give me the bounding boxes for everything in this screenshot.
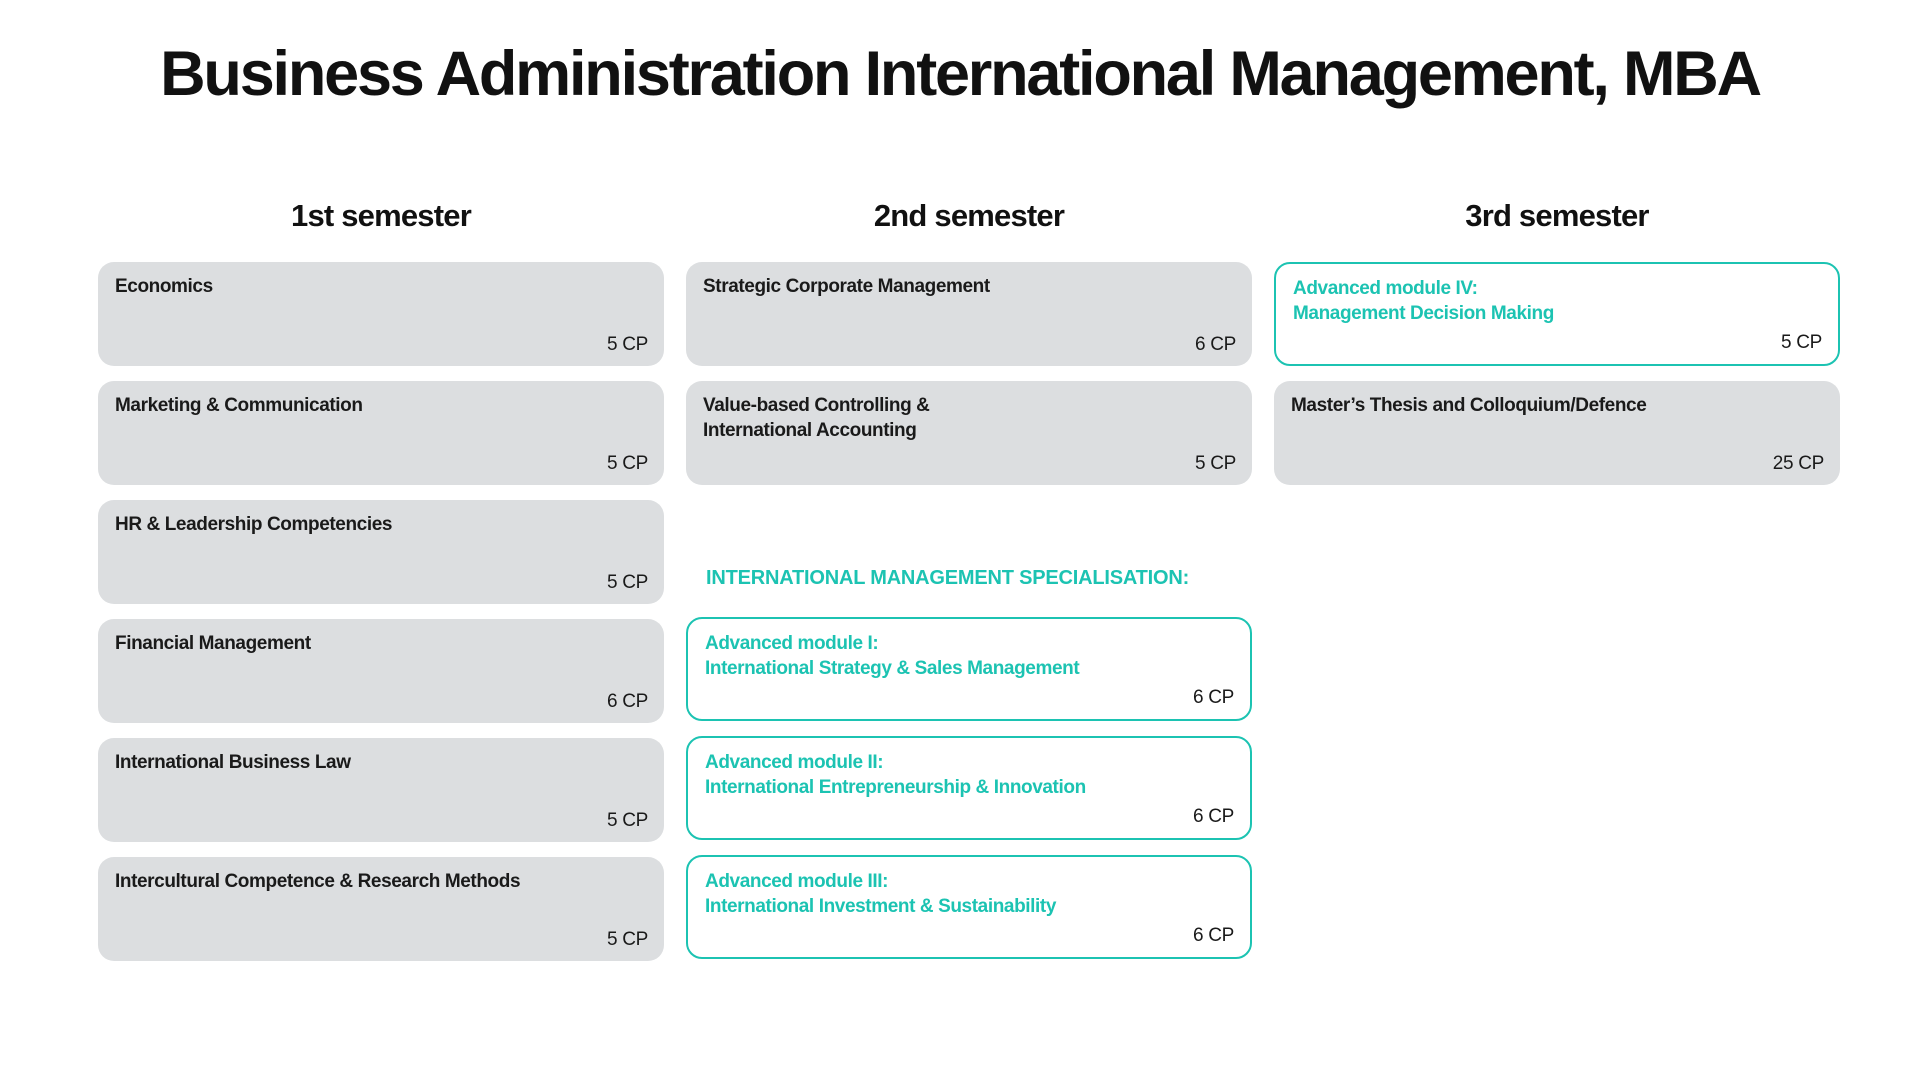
module-credits: 6 CP (1192, 806, 1234, 827)
module-name: Marketing & Communication (115, 395, 363, 416)
module-card-marketing (98, 381, 664, 485)
module-credits: 5 CP (1194, 453, 1236, 474)
semester-1-heading: 1st semester (291, 198, 471, 233)
module-card-strategic-management (686, 262, 1252, 366)
module-card-controlling-accounting (686, 381, 1252, 485)
module-card-intercultural (98, 857, 664, 961)
semester-3-heading: 3rd semester (1465, 198, 1649, 233)
page-title: Business Administration International Management, MBA (160, 39, 1760, 109)
module-name: Advanced module I: International Strategy & Sales Management (705, 633, 1080, 679)
module-name: Value-based Controlling & International Accounting (703, 395, 930, 441)
advanced-module-3-card (686, 855, 1252, 959)
module-name: Intercultural Competence & Research Methods (115, 871, 521, 892)
module-credits: 6 CP (1192, 687, 1234, 708)
module-name: Financial Management (115, 633, 311, 654)
advanced-module-1-card (686, 617, 1252, 721)
module-card-hr-leadership (98, 500, 664, 604)
module-credits: 5 CP (606, 334, 648, 355)
module-name: Strategic Corporate Management (703, 276, 990, 297)
module-card-masters-thesis (1274, 381, 1840, 485)
module-name: Master’s Thesis and Colloquium/Defence (1291, 395, 1647, 416)
module-credits: 25 CP (1772, 453, 1824, 474)
module-name: Advanced module IV: Management Decision Making (1293, 278, 1554, 324)
module-credits: 6 CP (1192, 925, 1234, 946)
module-credits: 5 CP (606, 929, 648, 950)
module-name: Advanced module III: International Investment & Sustainability (705, 871, 1057, 917)
advanced-module-2-card (686, 736, 1252, 840)
module-name: Advanced module II: International Entrepreneurship & Innovation (705, 752, 1086, 798)
semester-2-heading: 2nd semester (873, 198, 1065, 233)
module-credits: 5 CP (606, 453, 648, 474)
module-card-business-law (98, 738, 664, 842)
module-card-economics (98, 262, 664, 366)
advanced-module-4-card (1274, 262, 1840, 366)
module-credits: 5 CP (606, 572, 648, 593)
specialisation-label: INTERNATIONAL MANAGEMENT SPECIALISATION: (706, 567, 1190, 589)
module-credits: 5 CP (1780, 332, 1822, 353)
module-name: International Business Law (115, 752, 351, 773)
module-card-financial-management (98, 619, 664, 723)
module-credits: 6 CP (1194, 334, 1236, 355)
module-name: HR & Leadership Competencies (115, 514, 393, 535)
module-name: Economics (115, 276, 213, 297)
module-credits: 6 CP (606, 691, 648, 712)
module-credits: 5 CP (606, 810, 648, 831)
